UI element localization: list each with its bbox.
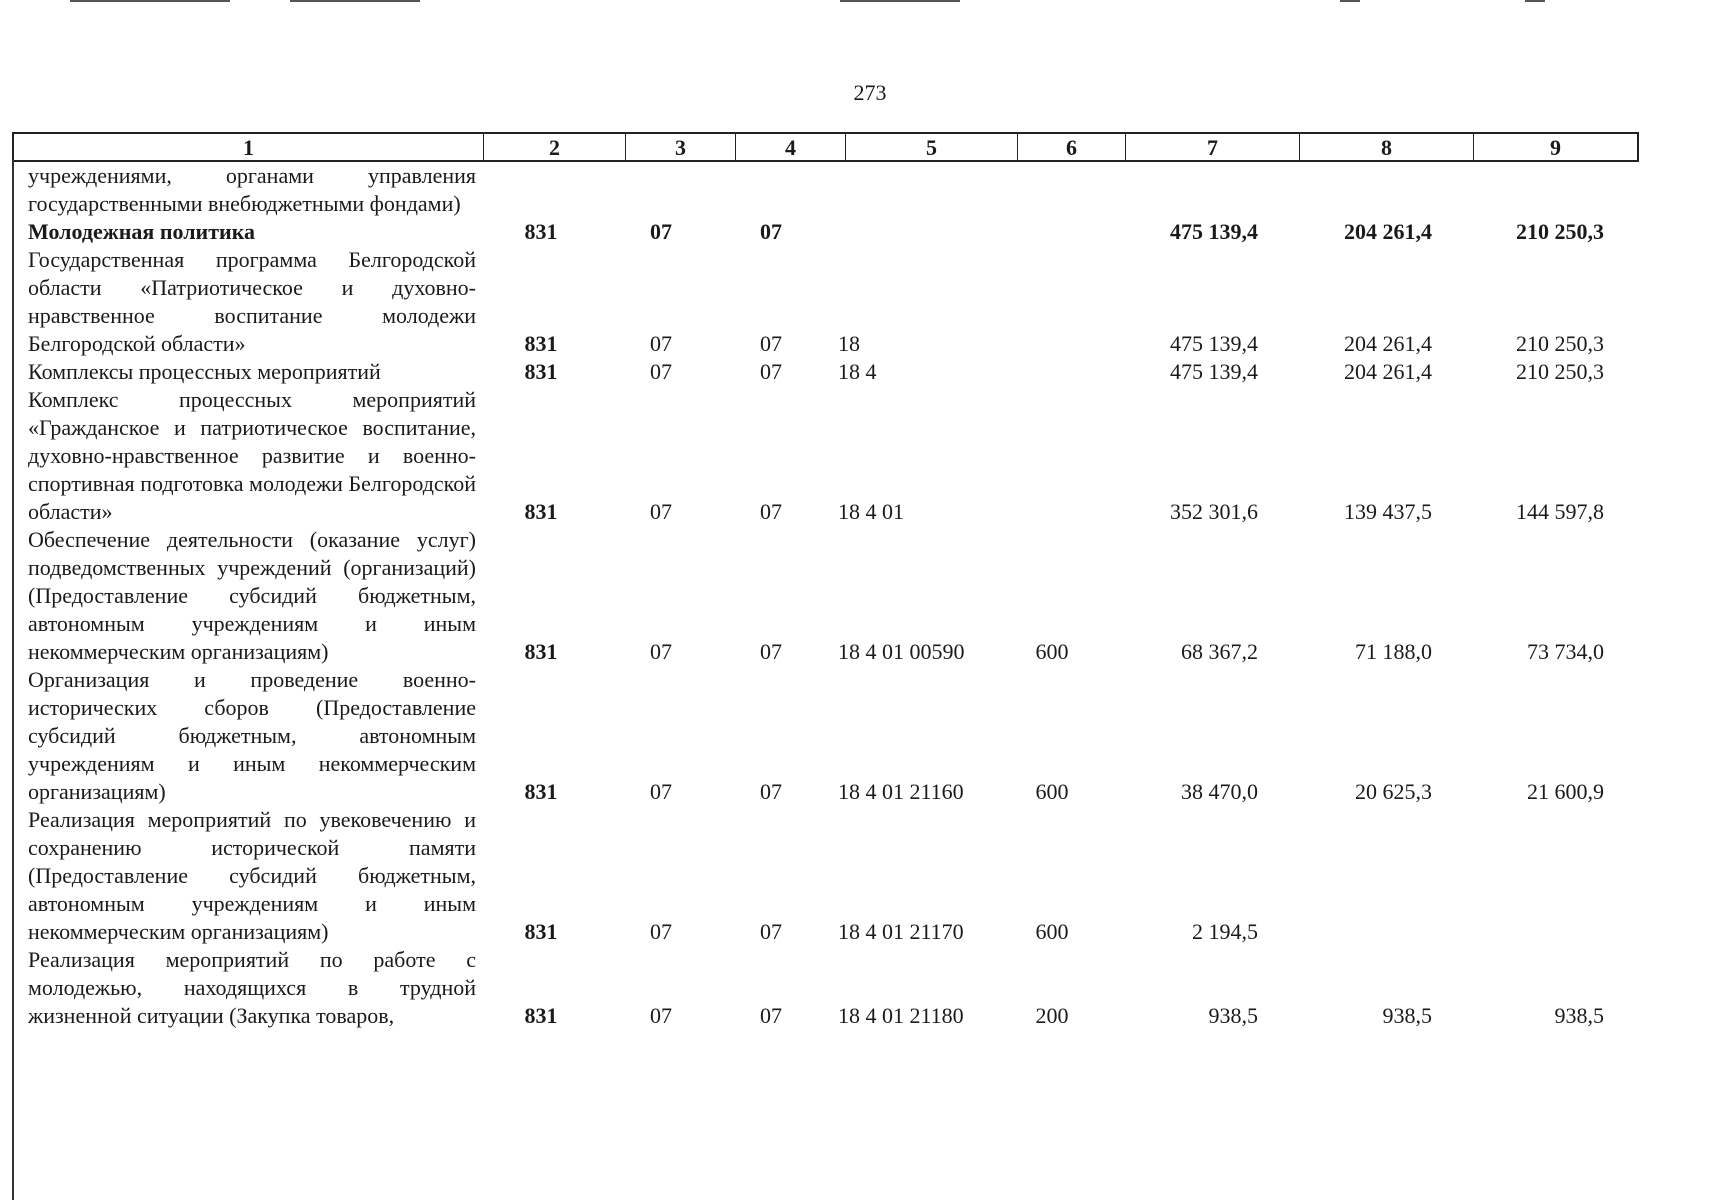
table-row [14, 526, 1639, 666]
row-amount-3: 210 250,3 [1516, 359, 1604, 384]
row-amount-2: 204 261,4 [1344, 359, 1432, 384]
table-header [12, 132, 1639, 162]
row-amount-3: 144 597,8 [1516, 499, 1604, 524]
row-ved: 831 [524, 499, 558, 524]
column-header-5: 5 [846, 134, 1018, 160]
row-amount-1: 68 367,2 [1181, 639, 1258, 664]
scan-edge-line [1525, 0, 1545, 2]
row-amount-3: 210 250,3 [1516, 219, 1604, 244]
scan-edge-line [290, 0, 420, 2]
row-name: Комплекс процессных мероприятий «Гражданское и патриотическое воспитание, духовно-нравственное развитие и военно-спортивная подготовка молодежи Белгородской области» [28, 387, 476, 524]
row-target-code: 18 4 [838, 359, 877, 384]
row-section: 07 [650, 219, 672, 244]
row-amount-1: 475 139,4 [1170, 359, 1258, 384]
column-header-9: 9 [1550, 135, 1561, 160]
row-section: 07 [650, 639, 672, 664]
table-body [14, 162, 1639, 1030]
row-amount-2: 204 261,4 [1344, 219, 1432, 244]
row-section: 07 [650, 359, 672, 384]
column-header-2: 2 [484, 134, 626, 160]
row-amount-1: 352 301,6 [1170, 499, 1258, 524]
row-ved: 831 [524, 331, 558, 356]
row-section: 07 [650, 779, 672, 804]
table-row [14, 246, 1639, 358]
row-name: Реализация мероприятий по работе с молодежью, находящихся в трудной жизненной ситуации (Закупка товаров, [28, 947, 476, 1028]
table-row [14, 946, 1639, 1030]
row-target-code: 18 4 01 21160 [838, 779, 964, 804]
row-target-code: 18 4 01 21170 [838, 919, 964, 944]
row-ved: 831 [524, 639, 558, 664]
row-name: Организация и проведение военно-исторических сборов (Предоставление субсидий бюджетным, автономным учреждениям и иным некоммерческим организациям) [28, 667, 476, 804]
column-header-1: 1 [14, 134, 484, 160]
row-section: 07 [650, 1003, 672, 1028]
row-section: 07 [650, 499, 672, 524]
row-subsection: 07 [760, 639, 782, 664]
row-amount-1: 2 194,5 [1192, 919, 1258, 944]
row-section: 07 [650, 919, 672, 944]
row-amount-1: 38 470,0 [1181, 779, 1258, 804]
column-header-7: 7 [1126, 134, 1300, 160]
row-target-code: 18 [838, 331, 860, 356]
row-ved: 831 [524, 779, 558, 804]
row-expense-type: 600 [1035, 779, 1069, 804]
table-row [14, 806, 1639, 946]
row-target-code: 18 4 01 [838, 499, 904, 524]
scan-edge-line [70, 0, 230, 2]
column-header-3: 3 [626, 134, 736, 160]
row-amount-2: 20 625,3 [1355, 779, 1432, 804]
row-subsection: 07 [760, 219, 782, 244]
page-number: 273 [853, 80, 887, 105]
column-header-6: 6 [1018, 134, 1126, 160]
row-subsection: 07 [760, 1003, 782, 1028]
row-name: Молодежная политика [28, 219, 256, 244]
row-ved: 831 [524, 219, 558, 244]
table-row [14, 386, 1639, 526]
scan-edge-line [840, 0, 960, 2]
scan-edge-line [1340, 0, 1360, 2]
row-amount-1: 475 139,4 [1170, 219, 1258, 244]
row-name: Реализация мероприятий по увековечению и сохранению исторической памяти (Предоставление субсидий бюджетным, автономным учреждениям и иным некоммерческим организациям) [28, 807, 476, 944]
row-amount-3: 210 250,3 [1516, 331, 1604, 356]
row-name: Государственная программа Белгородской области «Патриотическое и духовно-нравственное воспитание молодежи Белгородской области» [28, 247, 476, 356]
row-amount-3: 21 600,9 [1527, 779, 1604, 804]
row-subsection: 07 [760, 779, 782, 804]
row-expense-type: 200 [1035, 1003, 1069, 1028]
row-subsection: 07 [760, 919, 782, 944]
row-amount-2: 71 188,0 [1355, 639, 1432, 664]
row-section: 07 [650, 331, 672, 356]
column-header-4: 4 [736, 134, 846, 160]
row-expense-type: 600 [1035, 639, 1069, 664]
row-ved: 831 [524, 1003, 558, 1028]
row-amount-3: 73 734,0 [1527, 639, 1604, 664]
row-name: Обеспечение деятельности (оказание услуг) подведомственных учреждений (организаций) (Предоставление субсидий бюджетным, автономным учреждениям и иным некоммерческим организациям) [28, 527, 476, 664]
row-amount-2: 139 437,5 [1344, 499, 1432, 524]
row-subsection: 07 [760, 359, 782, 384]
row-subsection: 07 [760, 499, 782, 524]
table-row [14, 358, 1639, 386]
table-row [14, 218, 1639, 246]
row-target-code: 18 4 01 00590 [838, 639, 965, 664]
row-amount-3: 938,5 [1554, 1003, 1604, 1028]
row-name: Комплексы процессных мероприятий [28, 359, 381, 384]
table-row [14, 162, 1639, 218]
row-amount-2: 938,5 [1382, 1003, 1432, 1028]
row-amount-1: 475 139,4 [1170, 331, 1258, 356]
table-row [14, 666, 1639, 806]
row-ved: 831 [524, 919, 558, 944]
row-target-code: 18 4 01 21180 [838, 1003, 964, 1028]
row-amount-2: 204 261,4 [1344, 331, 1432, 356]
row-ved: 831 [524, 359, 558, 384]
row-name: учреждениями, органами управления государственными внебюджетными фондами) [28, 163, 476, 216]
row-expense-type: 600 [1035, 919, 1069, 944]
column-header-8: 8 [1300, 134, 1474, 160]
row-subsection: 07 [760, 331, 782, 356]
row-amount-1: 938,5 [1208, 1003, 1258, 1028]
